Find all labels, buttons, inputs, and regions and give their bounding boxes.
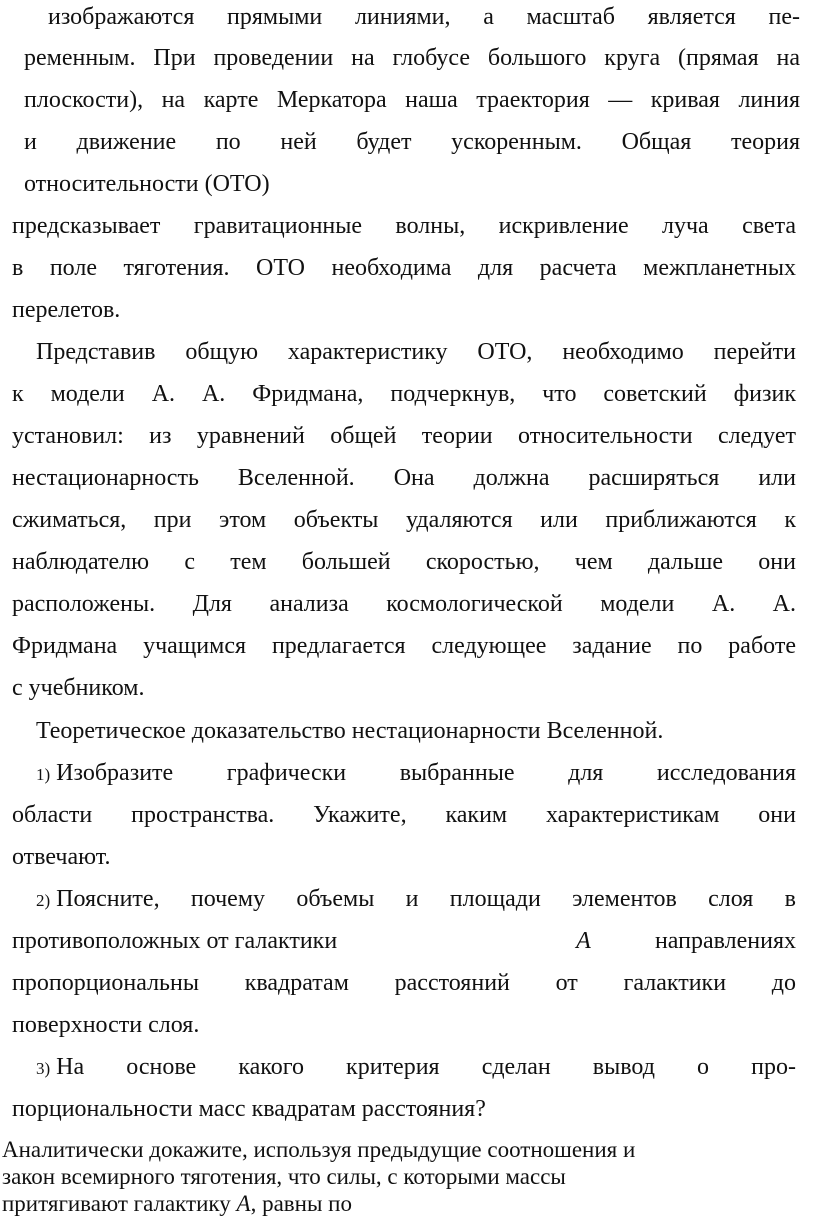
list-item-text: На основе какого критерия сделан вывод о про- [56, 1054, 796, 1080]
list-item-3 [36, 1053, 796, 1083]
text-line: относительности (ОТО) [24, 171, 270, 197]
text-line: к модели А. А. Фридмана, подчеркнув, что советский физик [12, 381, 796, 407]
text-line: порциональности масс квадратам расстояния? [12, 1096, 486, 1122]
text-line: предсказывает гравитационные волны, искривление луча света [12, 213, 796, 239]
text-line: закон всемирного тяготения, что силы, с которыми массы [2, 1164, 566, 1189]
text-line: поверхности слоя. [12, 1012, 200, 1038]
list-item-text: Изобразите графически выбранные для исследования [56, 760, 796, 786]
text-line [12, 927, 796, 955]
text-line: перелетов. [12, 297, 121, 323]
text-line: отвечают. [12, 844, 111, 870]
text-line: и движение по ней будет ускоренным. Общая теория [24, 129, 800, 155]
list-number: 2) [36, 891, 51, 910]
list-number: 1) [36, 765, 51, 784]
paragraph-start-line: Представив общую характеристику ОТО, необходимо перейти [36, 339, 796, 365]
variable-a: А [236, 1191, 251, 1216]
text-line: с учебником. [12, 675, 145, 701]
list-item-2 [36, 885, 796, 915]
text-line: в поле тяготения. ОТО необходима для расчета межпланетных [12, 255, 796, 281]
list-item-1 [36, 759, 796, 789]
text-fragment: , равны по [250, 1191, 352, 1216]
text-line: пропорциональны квадратам расстояний от галактики до [12, 970, 796, 996]
variable-a: А [576, 928, 591, 954]
text-fragment: направлениях [654, 928, 796, 954]
task-heading: Теоретическое доказательство нестационарности Вселенной. [36, 718, 664, 744]
text-line: расположены. Для анализа космологической модели А. А. [12, 591, 796, 617]
text-line: Аналитически докажите, используя предыдущие соотношения и [2, 1137, 636, 1162]
list-number: 3) [36, 1059, 51, 1078]
text-fragment: противоположных от галактики [12, 928, 338, 954]
text-line [2, 1190, 352, 1218]
text-line: Фридмана учащимся предлагается следующее задание по работе [12, 633, 796, 659]
text-line: плоскости), на карте Меркатора наша траектория — кривая линия [24, 87, 800, 113]
text-line: ременным. При проведении на глобусе большого круга (прямая на [24, 45, 800, 71]
text-fragment: притягивают галактику [2, 1191, 231, 1216]
text-line: установил: из уравнений общей теории относительности следует [12, 423, 796, 449]
text-line: наблюдателю с тем большей скоростью, чем дальше они [12, 549, 796, 575]
text-line: области пространства. Укажите, каким характеристикам они [12, 802, 796, 828]
text-line: нестационарность Вселенной. Она должна расширяться или [12, 465, 796, 491]
text-line: изображаются прямыми линиями, а масштаб является пе- [48, 4, 800, 30]
text-line: сжиматься, при этом объекты удаляются или приближаются к [12, 507, 796, 533]
list-item-text: Поясните, почему объемы и площади элементов слоя в [56, 886, 796, 912]
